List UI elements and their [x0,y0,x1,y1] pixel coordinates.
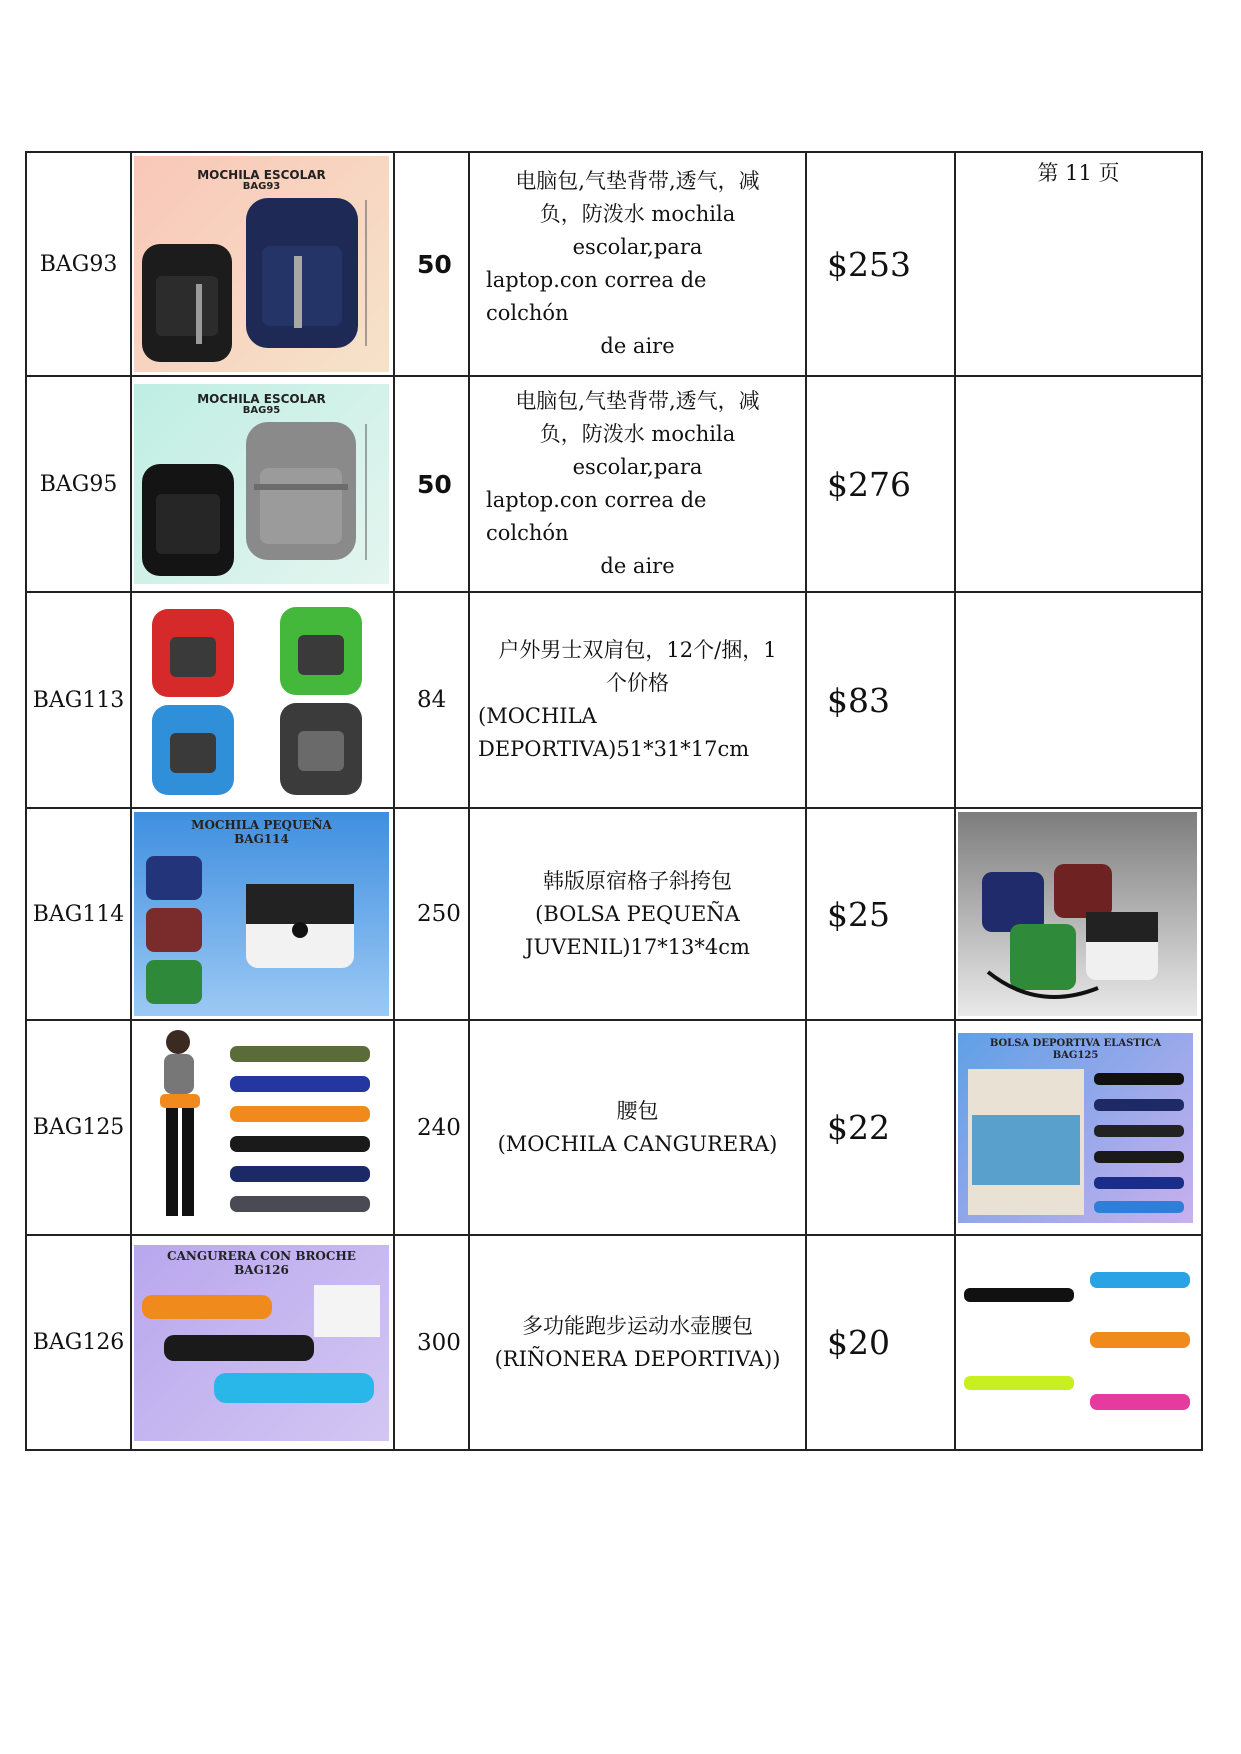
description-line: DEPORTIVA)51*31*17cm [478,737,750,761]
running-belt-illustration [134,1245,389,1441]
product-image [134,156,389,372]
extra-photo [958,1248,1197,1438]
extra-cell [955,808,1202,1020]
image-caption-title: MOCHILA ESCOLAR [197,168,326,182]
image-caption-code: BAG126 [234,1262,289,1277]
description-line: 多功能跑步运动水壶腰包 [522,1313,753,1338]
description-line: 腰包 [616,1098,659,1123]
product-price: $83 [806,592,955,808]
running-belts-colors-photo [958,1248,1197,1438]
product-image-cell [131,152,394,376]
product-image-cell [131,1020,394,1235]
extra-cell [955,376,1202,592]
description-line: laptop.con correa de [486,488,707,512]
description-line: 负，防泼水 mochila [539,422,736,446]
product-image [134,597,389,803]
extra-photo [958,812,1197,1016]
product-code: BAG93 [26,152,131,376]
checkered-bags-photo [958,812,1197,1016]
product-description [469,1235,806,1450]
table-row [26,592,1202,808]
description-line: 个价格 [606,671,669,695]
product-quantity: 300 [394,1235,469,1450]
product-image [134,1024,389,1231]
product-code: BAG125 [26,1020,131,1235]
product-image-cell [131,1235,394,1450]
product-quantity: 84 [394,592,469,808]
waist-bag-model-illustration [134,1024,389,1231]
table-row [26,152,1202,376]
product-image-cell [131,592,394,808]
backpack-illustration [134,156,389,372]
description-line: JUVENIL)17*13*4cm [525,934,750,959]
product-code: BAG95 [26,376,131,592]
image-caption-code: BAG93 [242,181,281,192]
product-description [469,152,806,376]
backpack-illustration [134,384,389,584]
extra-caption-code: BAG125 [1052,1049,1099,1061]
description-line: de aire [600,554,675,578]
description-line: 负，防泼水 mochila [539,202,736,226]
product-price: $276 [806,376,955,592]
description-line: (BOLSA PEQUEÑA [535,901,740,926]
extra-cell [955,152,1202,376]
product-image [134,812,389,1016]
table-row [26,1020,1202,1235]
product-description [469,1020,806,1235]
extra-caption-title: BOLSA DEPORTIVA ELASTICA [989,1037,1162,1049]
image-caption-title: CANGURERA CON BROCHE [167,1248,356,1263]
image-caption-code: BAG114 [234,832,289,846]
product-description [469,808,806,1020]
product-quantity: 50 [394,152,469,376]
description-line: colchón [486,301,569,325]
product-quantity: 50 [394,376,469,592]
product-image [134,384,389,584]
description-line: de aire [600,334,675,358]
product-price: $25 [806,808,955,1020]
product-code: BAG126 [26,1235,131,1450]
product-image-cell [131,376,394,592]
description-line: 电脑包,气垫背带,透气，减 [515,389,760,413]
product-price: $20 [806,1235,955,1450]
product-quantity: 240 [394,1020,469,1235]
image-caption-title: MOCHILA PEQUEÑA [191,818,332,832]
description-line: laptop.con correa de [486,268,707,292]
product-quantity: 250 [394,808,469,1020]
description-line: 户外男士双肩包，12个/捆，1 [498,638,777,662]
product-price: $253 [806,152,955,376]
description-line: escolar,para [572,235,703,259]
backpack-grid-illustration [134,597,389,803]
description-line: colchón [486,521,569,545]
description-line: 韩版原宿格子斜挎包 [543,868,732,893]
page-number: 第 11 页 [1037,161,1120,185]
product-description [469,592,806,808]
product-description [469,376,806,592]
product-table [25,151,1203,1451]
checkered-bag-illustration [134,812,389,1016]
product-image [134,1245,389,1441]
waist-bag-package-photo [958,1033,1193,1223]
image-caption-code: BAG95 [242,405,281,416]
product-price: $22 [806,1020,955,1235]
product-code: BAG114 [26,808,131,1020]
extra-cell [955,1235,1202,1450]
description-line: 电脑包,气垫背带,透气，减 [515,169,760,193]
product-code: BAG113 [26,592,131,808]
extra-cell [955,1020,1202,1235]
product-image-cell [131,808,394,1020]
table-row [26,376,1202,592]
description-line: (MOCHILA [478,704,597,728]
extra-cell [955,592,1202,808]
description-line: escolar,para [572,455,703,479]
table-row [26,808,1202,1020]
extra-photo [958,1033,1193,1223]
table-row [26,1235,1202,1450]
description-line: (RIÑONERA DEPORTIVA)) [494,1346,781,1371]
image-caption-title: MOCHILA ESCOLAR [197,392,326,406]
description-line: (MOCHILA CANGURERA) [497,1131,778,1156]
